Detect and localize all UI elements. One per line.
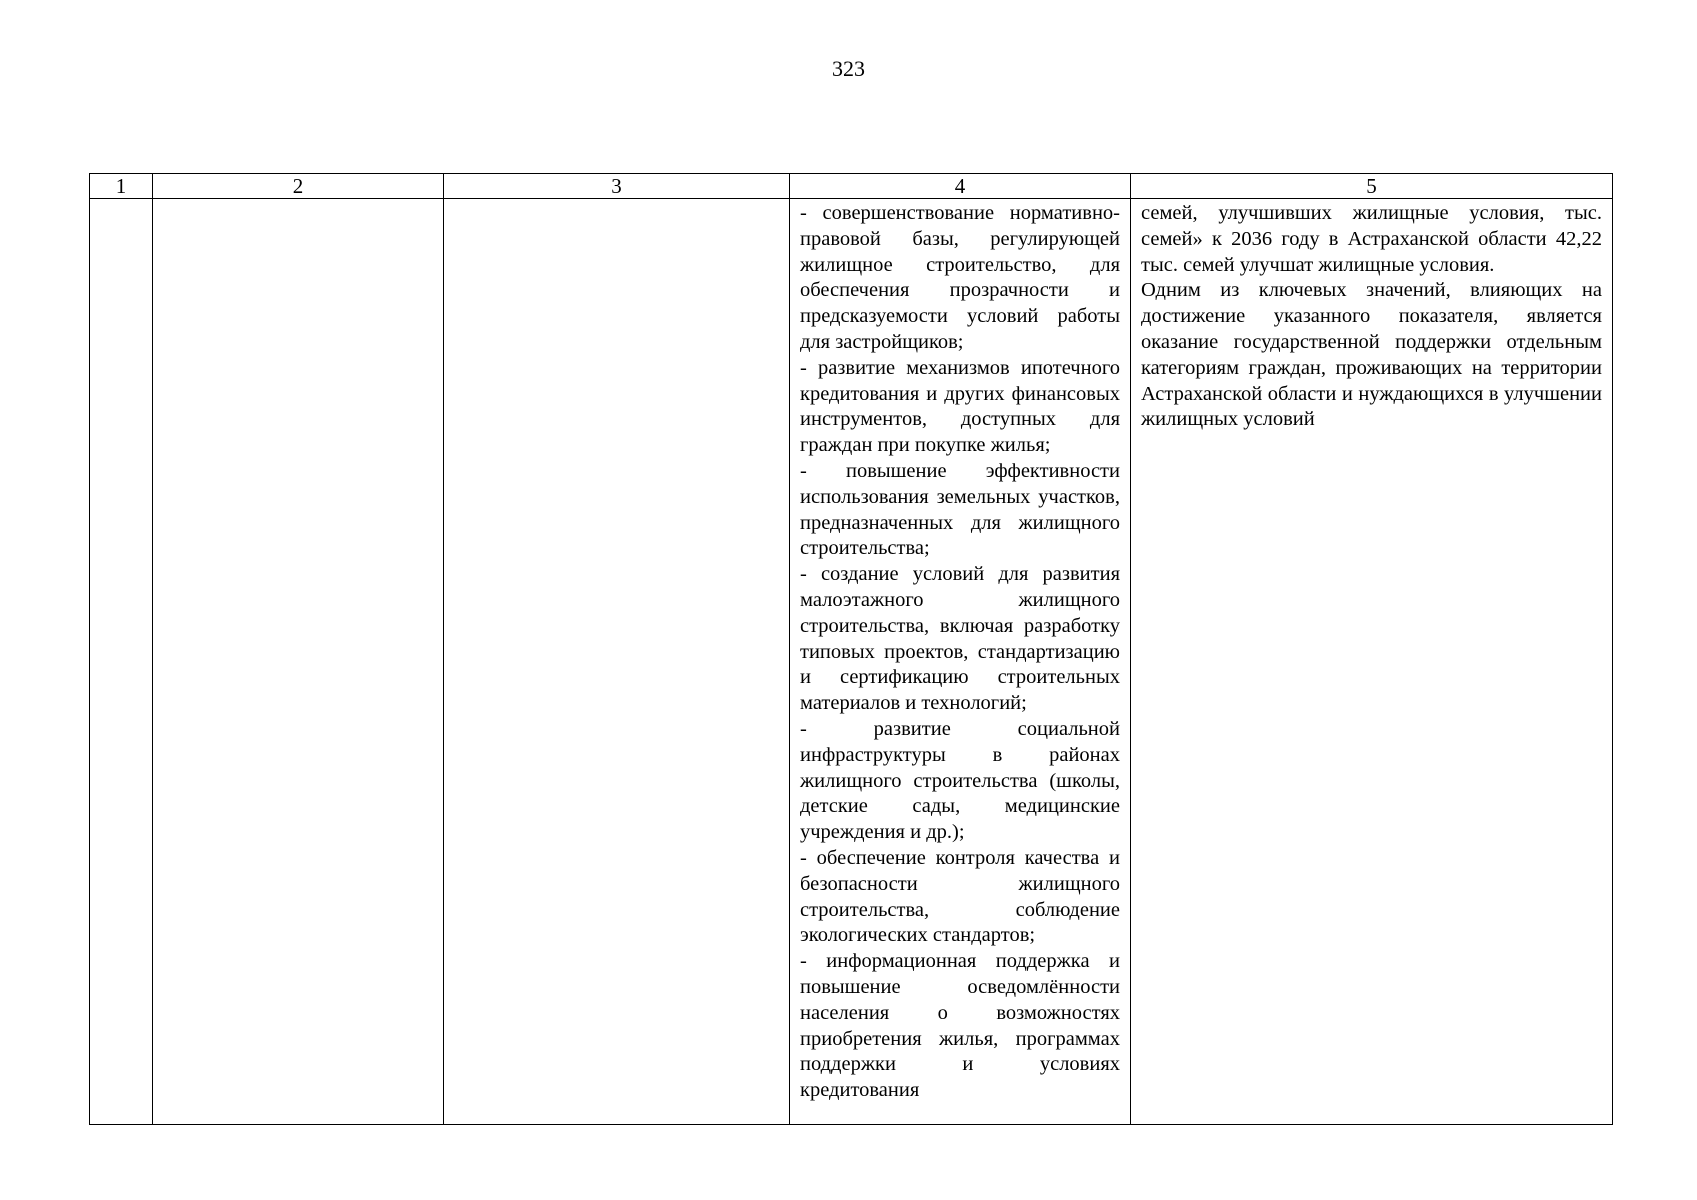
measure-item: - информационная поддержка и повышение осведомлённости населения о возможностях приобретения жилья, программах поддержки и условиях кредитования bbox=[800, 950, 1120, 1102]
measure-item: - повышение эффективности использования земельных участков, предназначенных для жилищного строительства; bbox=[800, 459, 1120, 560]
column-header-1: 1 bbox=[90, 174, 153, 199]
cell-col-2 bbox=[153, 199, 444, 1125]
cell-col-4-measures bbox=[790, 199, 1131, 1125]
table-header-row bbox=[90, 174, 1613, 199]
column-header-5: 5 bbox=[1131, 174, 1613, 199]
cell-col-5-indicator bbox=[1131, 199, 1613, 1125]
page-number: 323 bbox=[832, 56, 865, 81]
measure-item: - развитие механизмов ипотечного кредитования и других финансовых инструментов, доступных для граждан при покупке жилья; bbox=[800, 356, 1120, 457]
column-header-2: 2 bbox=[153, 174, 444, 199]
measure-item: - совершенствование нормативно-правовой базы, регулирующей жилищное строительство, для обеспечения прозрачности и предсказуемости условий работы для застройщиков; bbox=[800, 202, 1120, 353]
table-row bbox=[90, 199, 1613, 1125]
measure-item: - обеспечение контроля качества и безопасности жилищного строительства, соблюдение экологических стандартов; bbox=[800, 846, 1120, 947]
cell-col-1 bbox=[90, 199, 153, 1125]
indicator-paragraph: Одним из ключевых значений, влияющих на достижение указанного показателя, является оказание государственной поддержки отдельным категориям граждан, проживающих на территории Астраханской области и нуждающихся в улучшении жилищных условий bbox=[1141, 279, 1602, 431]
cell-col-3 bbox=[444, 199, 790, 1125]
document-table bbox=[89, 173, 1613, 1125]
measure-item: - развитие социальной инфраструктуры в районах жилищного строительства (школы, детские сады, медицинские учреждения и др.); bbox=[800, 717, 1120, 844]
column-header-3: 3 bbox=[444, 174, 790, 199]
indicator-paragraph: семей, улучшивших жилищные условия, тыс. семей» к 2036 году в Астраханской области 42,22 тыс. семей улучшат жилищные условия. bbox=[1141, 202, 1602, 276]
measure-item: - создание условий для развития малоэтажного жилищного строительства, включая разработку типовых проектов, стандартизацию и сертификацию строительных материалов и технологий; bbox=[800, 563, 1120, 715]
column-header-4: 4 bbox=[790, 174, 1131, 199]
